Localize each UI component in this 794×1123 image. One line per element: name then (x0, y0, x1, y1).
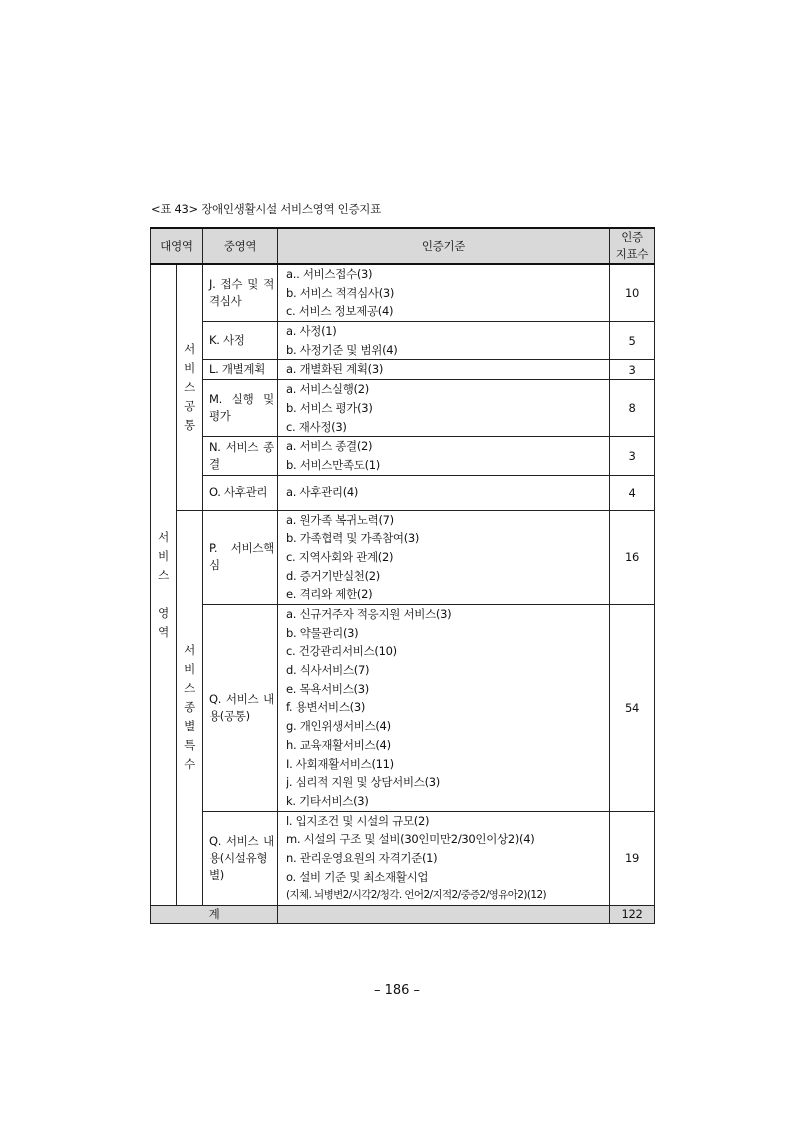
header-major-area: 대영역 (151, 228, 203, 264)
middle-area-cell: N. 서비스 종결 (203, 437, 278, 475)
sub-area-special-cell: 서 비 스 종 별 특 수 (177, 510, 203, 905)
table-caption: <표 43> 장애인생활시설 서비스영역 인증지표 (151, 202, 381, 216)
count-cell: 4 (610, 475, 655, 510)
header-count-line2: 지표수 (615, 247, 649, 261)
count-cell: 19 (610, 811, 655, 905)
table-row (151, 360, 655, 380)
criteria-cell: a. 서비스실행(2) b. 서비스 평가(3) c. 재사정(3) (278, 380, 610, 437)
middle-area-cell: M. 실행 및 평가 (203, 380, 278, 437)
middle-area-cell: Q. 서비스 내용(공통) (203, 605, 278, 812)
count-cell: 3 (610, 437, 655, 475)
middle-area-cell: J. 접수 및 적격심사 (203, 264, 278, 322)
table-row (151, 264, 655, 322)
header-middle-area: 중영역 (203, 228, 278, 264)
criteria-cell: a. 사정(1) b. 사정기준 및 범위(4) (278, 322, 610, 360)
criteria-cell: a. 개별화된 계획(3) (278, 360, 610, 380)
table-header-row (151, 228, 655, 264)
header-criteria: 인증기준 (278, 228, 610, 264)
count-cell: 8 (610, 380, 655, 437)
middle-area-cell: O. 사후관리 (203, 475, 278, 510)
criteria-cell: l. 입지조건 및 시설의 규모(2) m. 시설의 구조 및 설비(30인미만2/30인이상2)(4) n. 관리운영요원의 자격기준(1) o. 설비 기준 및 최소재활시업 (지체. 뇌병변2/시각2/청각. 언어2/지적2/중증2/영유아2)(12) (278, 811, 610, 905)
table-row (151, 475, 655, 510)
page-number: – 186 – (373, 983, 421, 998)
sub-area-common-cell: 서 비 스 공 통 (177, 264, 203, 510)
table-row (151, 437, 655, 475)
table-row (151, 811, 655, 905)
middle-area-cell: Q. 서비스 내용(시설유형별) (203, 811, 278, 905)
table-row (151, 605, 655, 812)
middle-area-cell: P. 서비스핵심 (203, 510, 278, 604)
criteria-cell: a. 사후관리(4) (278, 475, 610, 510)
table-row (151, 510, 655, 604)
criteria-cell: a. 신규거주자 적응지원 서비스(3) b. 약물관리(3) c. 건강관리서비스(10) d. 식사서비스(7) e. 목욕서비스(3) f. 용변서비스(3) g. 개인위생서비스(4) h. 교육재활서비스(4) I. 사회재활서비스(11) j. 심리적 지원 및 상담서비스(3) k. 기타서비스(3) (278, 605, 610, 812)
certification-index-table (150, 227, 655, 924)
count-cell: 16 (610, 510, 655, 604)
table-row (151, 380, 655, 437)
table-row (151, 322, 655, 360)
major-area-cell: 서 비 스 영 역 (151, 264, 177, 906)
middle-area-cell: L. 개별계획 (203, 360, 278, 380)
total-blank-cell (278, 906, 610, 924)
middle-area-cell: K. 사정 (203, 322, 278, 360)
criteria-cell: a.. 서비스접수(3) b. 서비스 적격심사(3) c. 서비스 정보제공(4) (278, 264, 610, 322)
header-count-line1: 인증 (621, 230, 643, 244)
header-count (610, 228, 655, 264)
total-count: 122 (610, 906, 655, 924)
count-cell: 54 (610, 605, 655, 812)
criteria-cell: a. 서비스 종결(2) b. 서비스만족도(1) (278, 437, 610, 475)
criteria-cell: a. 원가족 복귀노력(7) b. 가족협력 및 가족참여(3) c. 지역사회와 관계(2) d. 증거기반실천(2) e. 격리와 제한(2) (278, 510, 610, 604)
count-cell: 5 (610, 322, 655, 360)
count-cell: 10 (610, 264, 655, 322)
total-row (151, 906, 655, 924)
count-cell: 3 (610, 360, 655, 380)
total-label: 계 (151, 906, 278, 924)
